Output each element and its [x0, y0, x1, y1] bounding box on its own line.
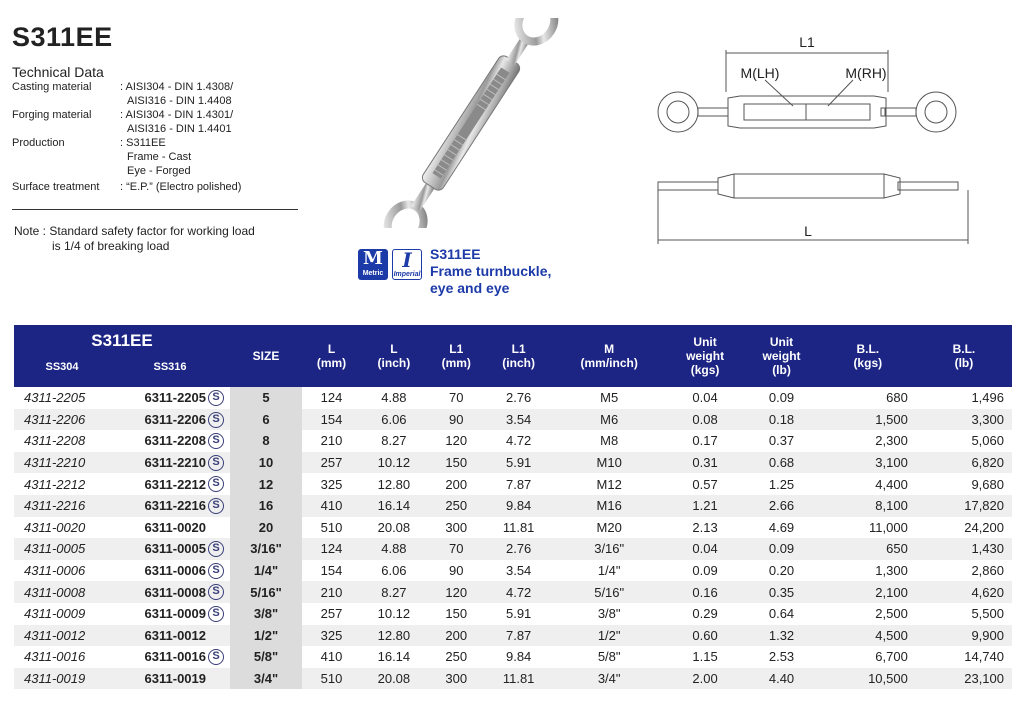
cell-ss316: 6311-2210: [110, 452, 208, 474]
cell-bl-kgs: 680: [820, 387, 916, 409]
header-bl-lb: [916, 325, 1012, 387]
cell-ss304: 4311-0019: [14, 668, 110, 690]
tech-value-line: : AISI304 - DIN 1.4308/: [120, 81, 234, 93]
cell-bl-lb: 9,900: [916, 625, 1012, 647]
label-l1: L1: [799, 34, 815, 50]
cell-size: 3/8": [230, 603, 302, 625]
table-row: [14, 581, 1012, 603]
cell-m: 3/8": [552, 603, 667, 625]
cell-l-inch: 10.12: [361, 603, 427, 625]
header-size: SIZE: [230, 325, 302, 387]
stainless-s-icon: S: [208, 412, 224, 428]
cell-ss316: 6311-0008: [110, 581, 208, 603]
cell-ss304: 4311-2208: [14, 430, 110, 452]
cell-l1-inch: 4.72: [486, 430, 552, 452]
cell-l-mm: 510: [302, 517, 361, 539]
cell-ss316: 6311-0009: [110, 603, 208, 625]
cell-m: 5/8": [552, 646, 667, 668]
cell-l-mm: 325: [302, 473, 361, 495]
header-line: L: [390, 342, 398, 356]
cell-l1-inch: 11.81: [486, 517, 552, 539]
cell-ss316-icon: [208, 495, 230, 517]
tech-value-line: : “E.P.” (Electro polished): [120, 181, 242, 193]
cell-l-mm: 124: [302, 538, 361, 560]
cell-m: 5/16": [552, 581, 667, 603]
cell-m: M6: [552, 409, 667, 431]
section-divider: [12, 209, 298, 210]
cell-m: M8: [552, 430, 667, 452]
cell-l1-inch: 2.76: [486, 387, 552, 409]
header-line: L1: [511, 342, 526, 356]
cell-ss316: 6311-0020: [110, 517, 208, 539]
cell-l1-mm: 250: [427, 646, 486, 668]
cell-size: 5/8": [230, 646, 302, 668]
cell-m: M16: [552, 495, 667, 517]
cell-uw-lb: 0.64: [743, 603, 819, 625]
cell-l-mm: 410: [302, 495, 361, 517]
cell-l-mm: 257: [302, 603, 361, 625]
cell-ss316: 6311-2212: [110, 473, 208, 495]
cell-ss316: 6311-0005: [110, 538, 208, 560]
cell-uw-kgs: 0.17: [667, 430, 743, 452]
cell-ss304: 4311-2212: [14, 473, 110, 495]
header-line: B.L.: [856, 342, 880, 356]
cell-uw-lb: 2.66: [743, 495, 819, 517]
label-l: L: [804, 223, 812, 239]
cell-size: 12: [230, 473, 302, 495]
label-mlh: M(LH): [740, 65, 780, 81]
tech-row-production: [12, 136, 320, 178]
cell-l1-mm: 120: [427, 581, 486, 603]
cell-bl-kgs: 1,500: [820, 409, 916, 431]
header-line: L: [327, 342, 336, 356]
product-caption: [430, 246, 551, 297]
imperial-badge-icon: [392, 249, 422, 280]
tech-value-line: : AISI304 - DIN 1.4301/: [120, 109, 234, 121]
tech-row-surface: [12, 180, 320, 194]
cell-uw-kgs: 1.15: [667, 646, 743, 668]
table-row: [14, 668, 1012, 690]
unit-badges: [358, 249, 422, 280]
header-brand: S311EE: [14, 325, 230, 353]
cell-l1-inch: 3.54: [486, 560, 552, 582]
metric-badge-icon: [358, 249, 388, 280]
cell-l1-inch: 9.84: [486, 495, 552, 517]
cell-l-inch: 16.14: [361, 495, 427, 517]
header-line: (kgs): [690, 363, 720, 377]
cell-bl-lb: 5,060: [916, 430, 1012, 452]
cell-ss304: 4311-0005: [14, 538, 110, 560]
tech-value: [120, 136, 320, 178]
cell-ss316-icon: [208, 517, 230, 539]
cell-bl-lb: 1,430: [916, 538, 1012, 560]
cell-ss304: 4311-2210: [14, 452, 110, 474]
header-line: (lb): [954, 356, 974, 370]
cell-ss304: 4311-2206: [14, 409, 110, 431]
cell-size: 3/4": [230, 668, 302, 690]
cell-uw-lb: 0.09: [743, 387, 819, 409]
cell-bl-kgs: 8,100: [820, 495, 916, 517]
header-l1-inch: [486, 325, 552, 387]
cell-l1-inch: 5.91: [486, 603, 552, 625]
cell-l-inch: 4.88: [361, 387, 427, 409]
cell-uw-kgs: 0.57: [667, 473, 743, 495]
cell-uw-lb: 4.40: [743, 668, 819, 690]
cell-ss316: 6311-2205: [110, 387, 208, 409]
cell-l1-mm: 200: [427, 625, 486, 647]
cell-uw-lb: 4.69: [743, 517, 819, 539]
cell-l-mm: 154: [302, 560, 361, 582]
stainless-s-icon: S: [208, 455, 224, 471]
cell-ss316-icon: [208, 430, 230, 452]
stainless-s-icon: S: [208, 433, 224, 449]
cell-l-inch: 4.88: [361, 538, 427, 560]
cell-l1-mm: 70: [427, 387, 486, 409]
cell-l-inch: 6.06: [361, 409, 427, 431]
cell-uw-kgs: 0.16: [667, 581, 743, 603]
cell-size: 1/2": [230, 625, 302, 647]
cell-l-mm: 124: [302, 387, 361, 409]
stainless-s-icon: S: [208, 606, 224, 622]
cell-bl-kgs: 4,500: [820, 625, 916, 647]
cell-uw-lb: 1.32: [743, 625, 819, 647]
header-line: Unit: [769, 335, 794, 349]
cell-uw-kgs: 2.13: [667, 517, 743, 539]
cell-l-mm: 257: [302, 452, 361, 474]
cell-l1-mm: 300: [427, 668, 486, 690]
cell-uw-kgs: 0.29: [667, 603, 743, 625]
cell-size: 6: [230, 409, 302, 431]
cell-l-inch: 12.80: [361, 473, 427, 495]
cell-m: 1/4": [552, 560, 667, 582]
technical-data-heading: Technical Data: [12, 64, 104, 80]
label-mrh: M(RH): [845, 65, 887, 81]
cell-bl-kgs: 11,000: [820, 517, 916, 539]
table-row: [14, 473, 1012, 495]
cell-l-inch: 8.27: [361, 581, 427, 603]
page-title: S311EE: [12, 22, 113, 52]
header-line: (inch): [377, 356, 411, 370]
stainless-s-icon: S: [208, 563, 224, 579]
header-line: B.L.: [952, 342, 976, 356]
cell-l1-inch: 2.76: [486, 538, 552, 560]
cell-bl-lb: 6,820: [916, 452, 1012, 474]
cell-bl-lb: 5,500: [916, 603, 1012, 625]
cell-uw-lb: 2.53: [743, 646, 819, 668]
cell-ss316: 6311-0012: [110, 625, 208, 647]
cell-l-inch: 16.14: [361, 646, 427, 668]
cell-l-inch: 6.06: [361, 560, 427, 582]
cell-ss316-icon: [208, 625, 230, 647]
cell-l-mm: 210: [302, 581, 361, 603]
tech-label: Casting material: [12, 81, 92, 93]
cell-l1-mm: 90: [427, 409, 486, 431]
cell-bl-lb: 24,200: [916, 517, 1012, 539]
table-row: [14, 452, 1012, 474]
header-line: (inch): [502, 356, 535, 370]
cell-bl-lb: 1,496: [916, 387, 1012, 409]
tech-value: [120, 80, 320, 108]
cell-uw-kgs: 2.00: [667, 668, 743, 690]
cell-bl-kgs: 2,300: [820, 430, 916, 452]
cell-ss316-icon: [208, 581, 230, 603]
cell-m: 1/2": [552, 625, 667, 647]
cell-ss304: 4311-0009: [14, 603, 110, 625]
cell-size: 3/16": [230, 538, 302, 560]
header-line: M: [604, 342, 615, 356]
cell-uw-lb: 0.68: [743, 452, 819, 474]
cell-ss304: 4311-0012: [14, 625, 110, 647]
note-line: is 1/4 of breaking load: [52, 239, 170, 253]
cell-l1-mm: 90: [427, 560, 486, 582]
cell-m: M20: [552, 517, 667, 539]
tech-label: Production: [12, 137, 65, 149]
header-ss304: SS304: [14, 353, 110, 387]
cell-ss304: 4311-0020: [14, 517, 110, 539]
header-line: (kgs): [853, 356, 883, 370]
header-line: (lb): [772, 363, 791, 377]
cell-ss316: 6311-0019: [110, 668, 208, 690]
cell-l1-mm: 200: [427, 473, 486, 495]
imperial-badge-letter: I: [402, 248, 412, 272]
cell-m: 3/16": [552, 538, 667, 560]
cell-l-mm: 154: [302, 409, 361, 431]
cell-l1-mm: 250: [427, 495, 486, 517]
table-row: [14, 495, 1012, 517]
cell-size: 5: [230, 387, 302, 409]
cell-l1-mm: 150: [427, 603, 486, 625]
header-l-inch: [361, 325, 427, 387]
cell-m: M5: [552, 387, 667, 409]
tech-value-line: : S311EE: [120, 137, 166, 149]
cell-l-inch: 20.08: [361, 668, 427, 690]
cell-l1-inch: 4.72: [486, 581, 552, 603]
cell-uw-kgs: 1.21: [667, 495, 743, 517]
tech-label: Surface treatment: [12, 181, 100, 193]
table-row: [14, 603, 1012, 625]
cell-l-inch: 12.80: [361, 625, 427, 647]
safety-note: [14, 224, 255, 254]
table-row: [14, 517, 1012, 539]
cell-uw-lb: 0.35: [743, 581, 819, 603]
cell-bl-kgs: 1,300: [820, 560, 916, 582]
technical-drawing: [648, 30, 978, 250]
cell-ss304: 4311-0006: [14, 560, 110, 582]
header-line: (mm): [316, 356, 347, 370]
cell-uw-lb: 0.09: [743, 538, 819, 560]
header-bl-kgs: [820, 325, 916, 387]
cell-size: 16: [230, 495, 302, 517]
cell-bl-kgs: 6,700: [820, 646, 916, 668]
cell-uw-lb: 0.18: [743, 409, 819, 431]
table-row: [14, 430, 1012, 452]
stainless-s-icon: S: [208, 476, 224, 492]
product-desc-line: Frame turnbuckle,: [430, 263, 552, 279]
stainless-s-icon: S: [208, 584, 224, 600]
cell-ss316: 6311-2206: [110, 409, 208, 431]
cell-ss316: 6311-2216: [110, 495, 208, 517]
header-l1-mm: [427, 325, 486, 387]
table-row: [14, 560, 1012, 582]
stainless-s-icon: S: [208, 390, 224, 406]
technical-data-list: [12, 80, 320, 194]
cell-size: 10: [230, 452, 302, 474]
stainless-s-icon: S: [208, 541, 224, 557]
cell-l-mm: 210: [302, 430, 361, 452]
cell-ss304: 4311-2216: [14, 495, 110, 517]
header-line: (mm): [441, 356, 471, 370]
tech-label: Forging material: [12, 109, 92, 121]
imperial-badge-label: Imperial: [393, 271, 421, 278]
note-line: Note : Standard safety factor for working load: [14, 224, 255, 238]
cell-ss316: 6311-0016: [110, 646, 208, 668]
cell-size: 5/16": [230, 581, 302, 603]
header-line: weight: [686, 349, 725, 363]
table-header-row: [14, 325, 1012, 353]
cell-bl-kgs: 2,500: [820, 603, 916, 625]
cell-uw-kgs: 0.04: [667, 538, 743, 560]
cell-ss316-icon: [208, 560, 230, 582]
product-code: S311EE: [430, 246, 481, 262]
cell-uw-lb: 1.25: [743, 473, 819, 495]
cell-l1-mm: 150: [427, 452, 486, 474]
cell-l1-inch: 11.81: [486, 668, 552, 690]
cell-size: 8: [230, 430, 302, 452]
table-row: [14, 538, 1012, 560]
tech-value-line: Frame - Cast: [127, 151, 192, 163]
cell-bl-lb: 3,300: [916, 409, 1012, 431]
cell-uw-lb: 0.20: [743, 560, 819, 582]
cell-uw-kgs: 0.09: [667, 560, 743, 582]
cell-uw-kgs: 0.60: [667, 625, 743, 647]
cell-bl-lb: 2,860: [916, 560, 1012, 582]
cell-uw-kgs: 0.31: [667, 452, 743, 474]
tech-row-forging: [12, 108, 320, 136]
cell-l-mm: 510: [302, 668, 361, 690]
cell-uw-kgs: 0.08: [667, 409, 743, 431]
stainless-s-icon: S: [208, 498, 224, 514]
cell-bl-kgs: 2,100: [820, 581, 916, 603]
cell-bl-lb: 9,680: [916, 473, 1012, 495]
cell-size: 1/4": [230, 560, 302, 582]
cell-ss316: 6311-2208: [110, 430, 208, 452]
cell-bl-kgs: 10,500: [820, 668, 916, 690]
cell-l-inch: 8.27: [361, 430, 427, 452]
cell-uw-lb: 0.37: [743, 430, 819, 452]
tech-row-casting: [12, 80, 320, 108]
cell-l1-inch: 7.87: [486, 473, 552, 495]
cell-size: 20: [230, 517, 302, 539]
cell-bl-kgs: 650: [820, 538, 916, 560]
cell-bl-lb: 23,100: [916, 668, 1012, 690]
cell-ss316-icon: [208, 473, 230, 495]
cell-ss316-icon: [208, 668, 230, 690]
cell-l1-inch: 7.87: [486, 625, 552, 647]
cell-bl-lb: 14,740: [916, 646, 1012, 668]
cell-ss316-icon: [208, 538, 230, 560]
header-ss316: SS316: [110, 353, 230, 387]
cell-l1-inch: 3.54: [486, 409, 552, 431]
tech-value-line: Eye - Forged: [127, 165, 191, 177]
header-uw-lb: [743, 325, 819, 387]
product-photo: [326, 18, 616, 228]
tech-value: [120, 108, 320, 136]
header-uw-kgs: [667, 325, 743, 387]
cell-bl-kgs: 3,100: [820, 452, 916, 474]
cell-bl-lb: 17,820: [916, 495, 1012, 517]
cell-l1-inch: 9.84: [486, 646, 552, 668]
cell-ss304: 4311-0008: [14, 581, 110, 603]
cell-ss316-icon: [208, 452, 230, 474]
header-l-mm: [302, 325, 361, 387]
table-row: [14, 646, 1012, 668]
cell-m: M12: [552, 473, 667, 495]
table-row: [14, 387, 1012, 409]
cell-l-mm: 325: [302, 625, 361, 647]
product-desc-line: eye and eye: [430, 280, 510, 296]
header-line: L1: [449, 342, 464, 356]
cell-l-inch: 20.08: [361, 517, 427, 539]
cell-bl-kgs: 4,400: [820, 473, 916, 495]
spec-table: [14, 325, 1012, 689]
cell-l1-mm: 300: [427, 517, 486, 539]
stainless-s-icon: S: [208, 649, 224, 665]
tech-value: [120, 180, 320, 194]
cell-m: M10: [552, 452, 667, 474]
table-row: [14, 409, 1012, 431]
cell-bl-lb: 4,620: [916, 581, 1012, 603]
cell-ss304: 4311-2205: [14, 387, 110, 409]
tech-value-line: AISI316 - DIN 1.4408: [127, 95, 232, 107]
header-m: [552, 325, 667, 387]
table-row: [14, 625, 1012, 647]
header-line: (mm/inch): [580, 356, 638, 370]
cell-ss316-icon: [208, 603, 230, 625]
table-body: [14, 387, 1012, 689]
metric-badge-letter: M: [363, 248, 383, 269]
cell-ss316-icon: [208, 646, 230, 668]
cell-m: 3/4": [552, 668, 667, 690]
cell-l1-mm: 120: [427, 430, 486, 452]
metric-badge-label: Metric: [362, 270, 384, 277]
cell-l1-mm: 70: [427, 538, 486, 560]
cell-l1-inch: 5.91: [486, 452, 552, 474]
cell-l-mm: 410: [302, 646, 361, 668]
cell-ss316-icon: [208, 409, 230, 431]
cell-ss316-icon: [208, 387, 230, 409]
tech-value-line: AISI316 - DIN 1.4401: [127, 123, 232, 135]
cell-uw-kgs: 0.04: [667, 387, 743, 409]
header-line: Unit: [693, 335, 717, 349]
cell-ss304: 4311-0016: [14, 646, 110, 668]
header-line: weight: [762, 349, 801, 363]
cell-l-inch: 10.12: [361, 452, 427, 474]
cell-ss316: 6311-0006: [110, 560, 208, 582]
